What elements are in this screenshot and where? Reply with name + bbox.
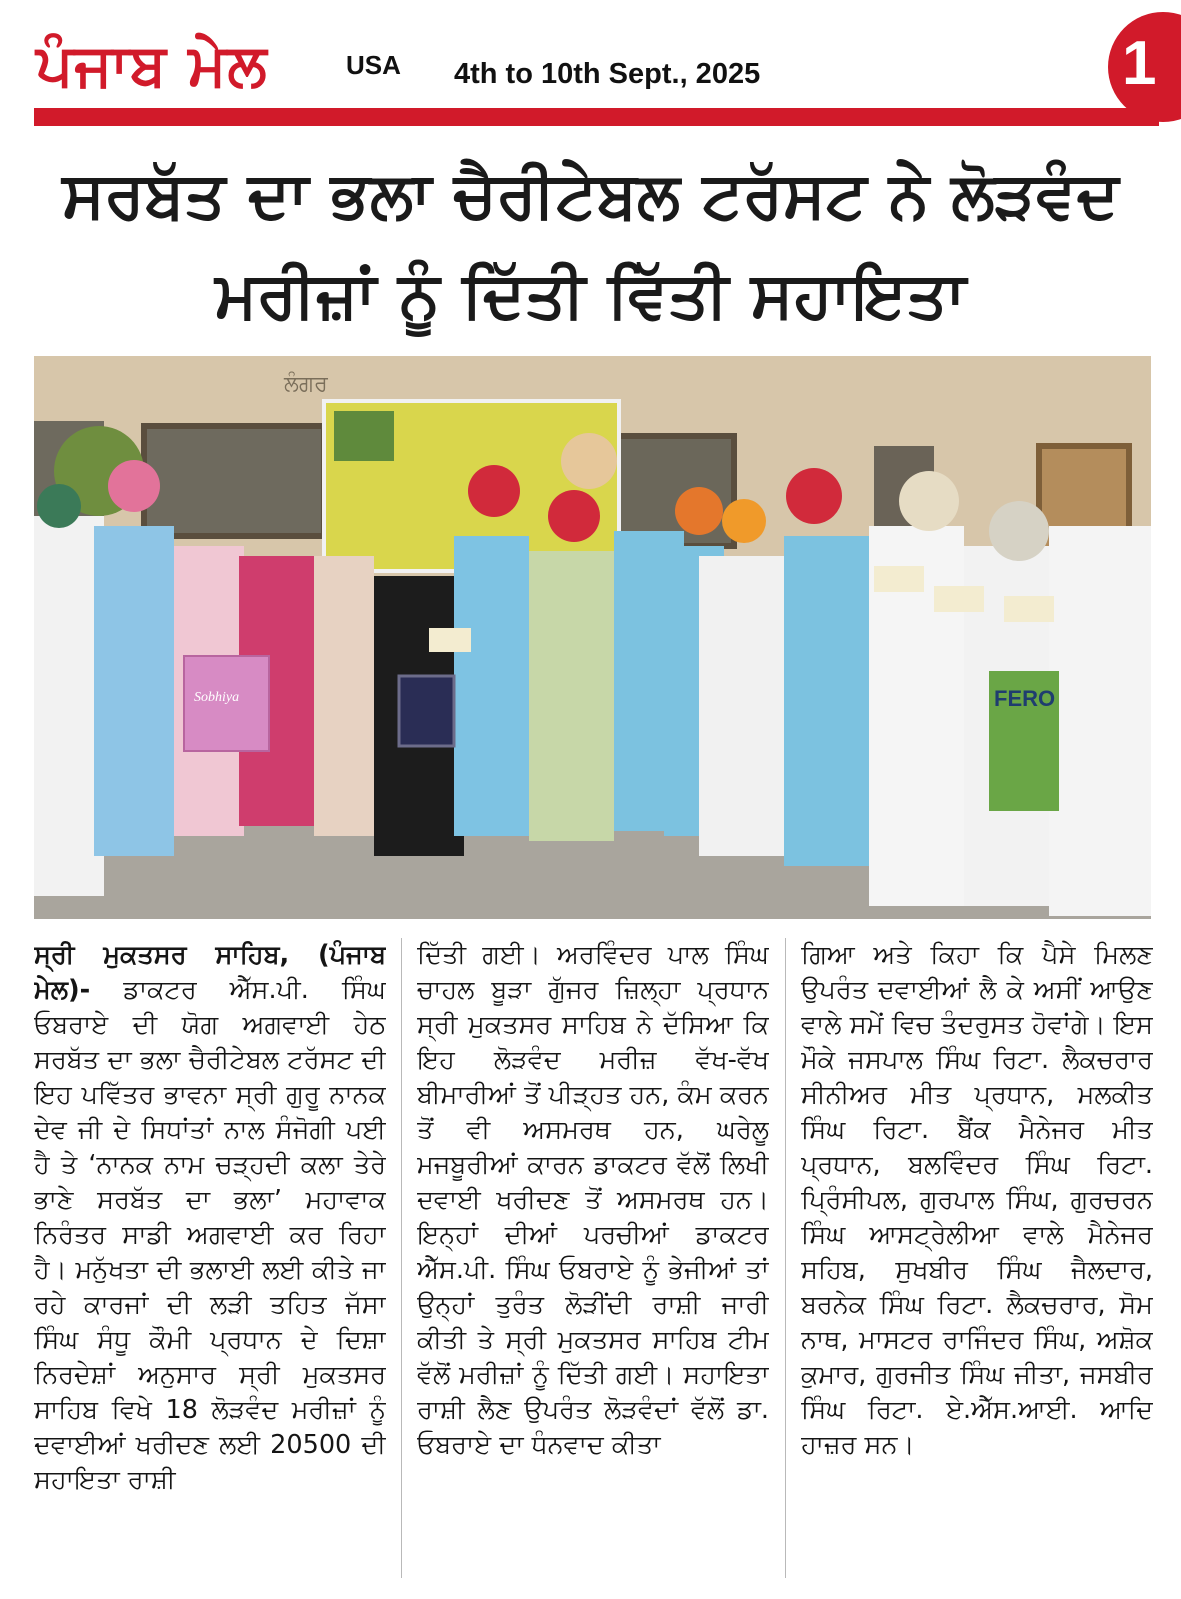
headline <box>30 146 1151 346</box>
dateline: ਸ੍ਰੀ ਮੁਕਤਸਰ ਸਾਹਿਬ, (ਪੰਜਾਬ ਮੇਲ)- <box>34 940 386 1005</box>
article-column-1 <box>34 938 386 1588</box>
group-photo-illustration <box>34 356 1151 919</box>
column-divider <box>401 938 402 1578</box>
bag-label-left: Sobhiya <box>194 690 240 705</box>
column-divider <box>785 938 786 1578</box>
page-number: 1 <box>1122 29 1157 98</box>
news-photo <box>34 356 1151 919</box>
article-text-1: ਡਾਕਟਰ ਐੱਸ.ਪੀ. ਸਿੰਘ ਓਬਰਾਏ ਦੀ ਯੋਗ ਅਗਵਾਈ ਹੇਠ ਸਰਬੱਤ ਦਾ ਭਲਾ ਚੈਰੀਟੇਬਲ ਟਰੱਸਟ ਦੀ ਇਹ ਪਵਿੱਤਰ ਭਾਵਨਾ ਸ੍ਰੀ ਗੁਰੂ ਨਾਨਕ ਦੇਵ ਜੀ ਦੇ ਸਿਧਾਂਤਾਂ ਨਾਲ ਸੰਜੋਗੀ ਪਈ ਹੈ ਤੇ ‘ਨਾਨਕ ਨਾਮ ਚੜ੍ਹਦੀ ਕਲਾ ਤੇਰੇ ਭਾਣੇ ਸਰਬੱਤ ਦਾ ਭਲਾ’ ਮਹਾਵਾਕ ਨਿਰੰਤਰ ਸਾਡੀ ਅਗਵਾਈ ਕਰ ਰਿਹਾ ਹੈ। ਮਨੁੱਖਤਾ ਦੀ ਭਲਾਈ ਲਈ ਕੀਤੇ ਜਾ ਰਹੇ ਕਾਰਜਾਂ ਦੀ ਲੜੀ ਤਹਿਤ ਜੱਸਾ ਸਿੰਘ ਸੰਧੂ ਕੌਮੀ ਪ੍ਰਧਾਨ ਦੇ ਦਿਸ਼ਾ ਨਿਰਦੇਸ਼ਾਂ ਅਨੁਸਾਰ ਸ੍ਰੀ ਮੁਕਤਸਰ ਸਾਹਿਬ ਵਿਖੇ 18 ਲੋੜਵੰਦ ਮਰੀਜ਼ਾਂ ਨੂੰ ਦਵਾਈਆਂ ਖਰੀਦਣ ਲਈ 20500 ਦੀ ਸਹਾਇਤਾ ਰਾਸ਼ੀ <box>34 975 386 1495</box>
masthead-rule <box>34 108 1159 126</box>
article-column-3 <box>801 938 1153 1588</box>
bag-label-right: FERO <box>994 686 1056 711</box>
newspaper-logo: ਪੰਜਾਬ ਮੇਲ <box>36 31 268 99</box>
headline-line-1: ਸਰਬੱਤ ਦਾ ਭਲਾ ਚੈਰੀਟੇਬਲ ਟਰੱਸਟ ਨੇ ਲੋੜਵੰਦ <box>62 159 1119 233</box>
headline-line-2: ਮਰੀਜ਼ਾਂ ਨੂੰ ਦਿੱਤੀ ਵਿੱਤੀ ਸਹਾਇਤਾ <box>215 259 966 333</box>
edition-label: USA <box>346 50 401 80</box>
masthead <box>0 0 1181 130</box>
article-text-3: ਗਿਆ ਅਤੇ ਕਿਹਾ ਕਿ ਪੈਸੇ ਮਿਲਣ ਉਪਰੰਤ ਦਵਾਈਆਂ ਲੈ ਕੇ ਅਸੀਂ ਆਉਣ ਵਾਲੇ ਸਮੇਂ ਵਿਚ ਤੰਦਰੁਸਤ ਹੋਵਾਂਗੇ। ਇਸ ਮੌਕੇ ਜਸਪਾਲ ਸਿੰਘ ਰਿਟਾ. ਲੈਕਚਰਾਰ ਸੀਨੀਅਰ ਮੀਤ ਪ੍ਰਧਾਨ, ਮਲਕੀਤ ਸਿੰਘ ਰਿਟਾ. ਬੈਂਕ ਮੈਨੇਜਰ ਮੀਤ ਪ੍ਰਧਾਨ, ਬਲਵਿੰਦਰ ਸਿੰਘ ਰਿਟਾ. ਪ੍ਰਿੰਸੀਪਲ, ਗੁਰਪਾਲ ਸਿੰਘ, ਗੁਰਚਰਨ ਸਿੰਘ ਆਸਟ੍ਰੇਲੀਆ ਵਾਲੇ ਮੈਨੇਜਰ ਸਹਿਬ, ਸੁਖਬੀਰ ਸਿੰਘ ਜੈਲਦਾਰ, ਬਰਨੇਕ ਸਿੰਘ ਰਿਟਾ. ਲੈਕਚਰਾਰ, ਸੋਮ ਨਾਥ, ਮਾਸਟਰ ਰਾਜਿੰਦਰ ਸਿੰਘ, ਅਸ਼ੋਕ ਕੁਮਾਰ, ਗੁਰਜੀਤ ਸਿੰਘ ਜੀਤਾ, ਜਸਬੀਰ ਸਿੰਘ ਰਿਟਾ. ਏ.ਐੱਸ.ਆਈ. ਆਦਿ ਹਾਜ਼ਰ ਸਨ। <box>801 940 1153 1460</box>
page-number-badge <box>1108 12 1181 122</box>
wall-sign: ਲੰਗਰ <box>284 372 328 397</box>
article-column-2 <box>417 938 769 1588</box>
article-text-2: ਦਿੱਤੀ ਗਈ। ਅਰਵਿੰਦਰ ਪਾਲ ਸਿੰਘ ਚਾਹਲ ਬੂੜਾ ਗੁੱਜਰ ਜ਼ਿਲ੍ਹਾ ਪ੍ਰਧਾਨ ਸ੍ਰੀ ਮੁਕਤਸਰ ਸਾਹਿਬ ਨੇ ਦੱਸਿਆ ਕਿ ਇਹ ਲੋੜਵੰਦ ਮਰੀਜ਼ ਵੱਖ-ਵੱਖ ਬੀਮਾਰੀਆਂ ਤੋਂ ਪੀੜ੍ਹਤ ਹਨ, ਕੰਮ ਕਰਨ ਤੋਂ ਵੀ ਅਸਮਰਥ ਹਨ, ਘਰੇਲੂ ਮਜਬੂਰੀਆਂ ਕਾਰਨ ਡਾਕਟਰ ਵੱਲੋਂ ਲਿਖੀ ਦਵਾਈ ਖਰੀਦਣ ਤੋਂ ਅਸਮਰਥ ਹਨ। ਇਨ੍ਹਾਂ ਦੀਆਂ ਪਰਚੀਆਂ ਡਾਕਟਰ ਐੱਸ.ਪੀ. ਸਿੰਘ ਓਬਰਾਏ ਨੂੰ ਭੇਜੀਆਂ ਤਾਂ ਉਨ੍ਹਾਂ ਤੁਰੰਤ ਲੋੜੀਂਦੀ ਰਾਸ਼ੀ ਜਾਰੀ ਕੀਤੀ ਤੇ ਸ੍ਰੀ ਮੁਕਤਸਰ ਸਾਹਿਬ ਟੀਮ ਵੱਲੋਂ ਮਰੀਜ਼ਾਂ ਨੂੰ ਦਿੱਤੀ ਗਈ। ਸਹਾਇਤਾ ਰਾਸ਼ੀ ਲੈਣ ਉਪਰੰਤ ਲੋੜਵੰਦਾਂ ਵੱਲੋਂ ਡਾ. ਓਬਰਾਏ ਦਾ ਧੰਨਵਾਦ ਕੀਤਾ <box>417 940 769 1460</box>
issue-date: 4th to 10th Sept., 2025 <box>454 58 761 90</box>
